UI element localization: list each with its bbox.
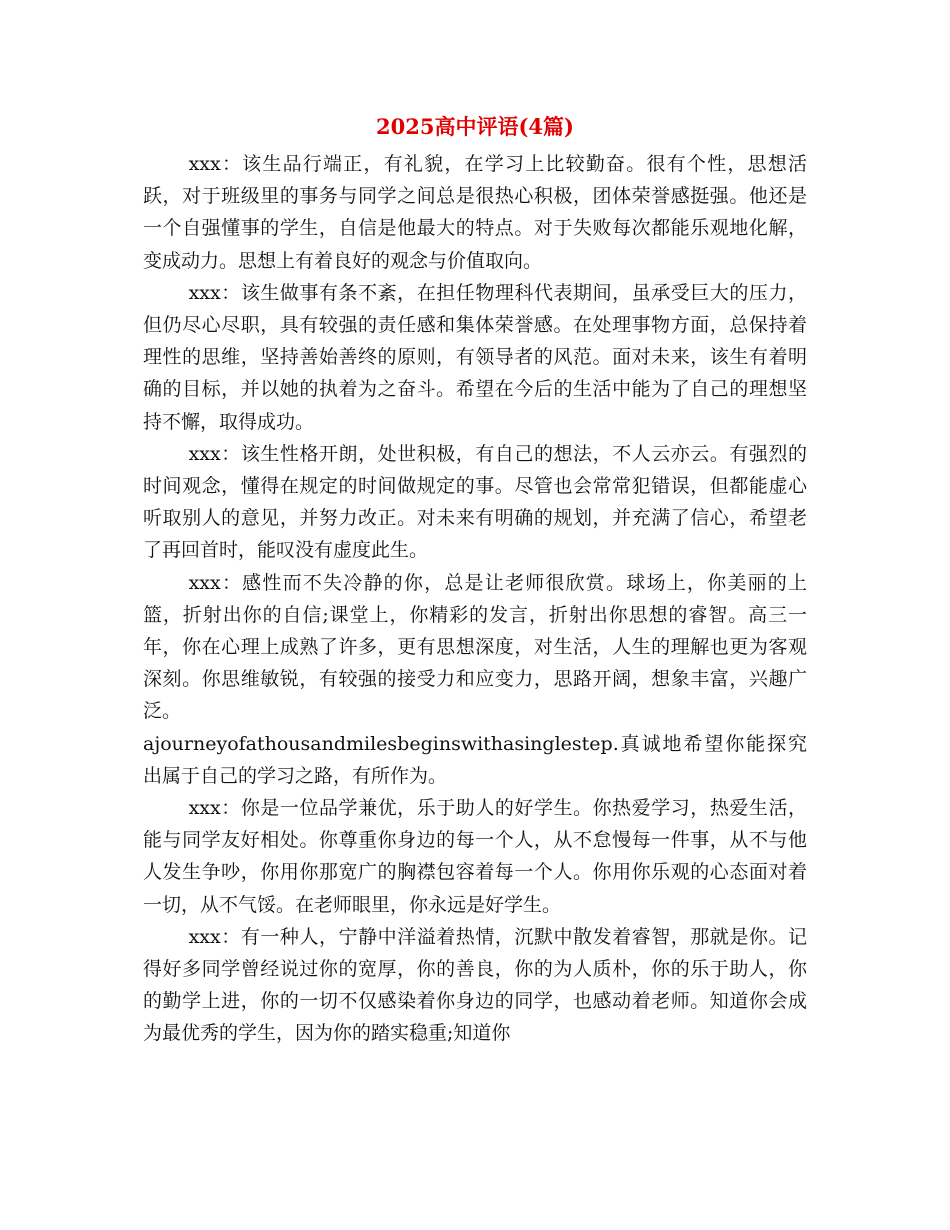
paragraph: xxx：该生做事有条不紊，在担任物理科代表期间，虽承受巨大的压力，但仍尽心尽职，具有较强的责任感和集体荣誉感。在处理事物方面，总保持着理性的思维，坚持善始善终的原则，有领导者的风范。面对未来，该生有着明确的目标，并以她的执着为之奋斗。希望在今后的生活中能为了自己的理想坚持不懈，取得成功。: [143, 281, 807, 433]
paragraph: xxx：该生品行端正，有礼貌，在学习上比较勤奋。很有个性，思想活跃，对于班级里的事务与同学之间总是很热心积极，团体荣誉感挺强。他还是一个自强懂事的学生，自信是他最大的特点。对于失败每次都能乐观地化解，变成动力。思想上有着良好的观念与价值取向。: [143, 153, 807, 272]
paragraph: xxx：有一种人，宁静中洋溢着热情，沉默中散发着睿智，那就是你。记得好多同学曾经说过你的宽厚，你的善良，你的为人质朴，你的乐于助人，你的勤学上进，你的一切不仅感染着你身边的同学，也感动着老师。知道你会成为最优秀的学生，因为你的踏实稳重;知道你: [143, 925, 807, 1045]
document-body: [143, 148, 807, 1050]
paragraph: ajourneyofathousandmilesbeginswithasinglestep.真诚地希望你能探究出属于自己的学习之路，有所作为。: [143, 732, 807, 787]
paragraph: xxx：感性而不失冷静的你，总是让老师很欣赏。球场上，你美丽的上篮，折射出你的自信;课堂上，你精彩的发言，折射出你思想的睿智。高三一年，你在心理上成熟了许多，更有思想深度，对生活，人生的理解也更为客观深刻。你思维敏锐，有较强的接受力和应变力，思路开阔，想象丰富，兴趣广泛。: [143, 571, 807, 723]
paragraph: xxx：你是一位品学兼优，乐于助人的好学生。你热爱学习，热爱生活，能与同学友好相处。你尊重你身边的每一个人，从不怠慢每一件事，从不与他人发生争吵，你用你那宽广的胸襟包容着每一个人。你用你乐观的心态面对着一切，从不气馁。在老师眼里，你永远是好学生。: [143, 797, 807, 916]
document-title: 2025高中评语(4篇): [376, 114, 574, 139]
paragraph: xxx：该生性格开朗，处世积极，有自己的想法，不人云亦云。有强烈的时间观念，懂得在规定的时间做规定的事。尽管也会常常犯错误，但都能虚心听取别人的意见，并努力改正。对未来有明确的规划，并充满了信心，希望老了再回首时，能叹没有虚度此生。: [143, 442, 807, 562]
